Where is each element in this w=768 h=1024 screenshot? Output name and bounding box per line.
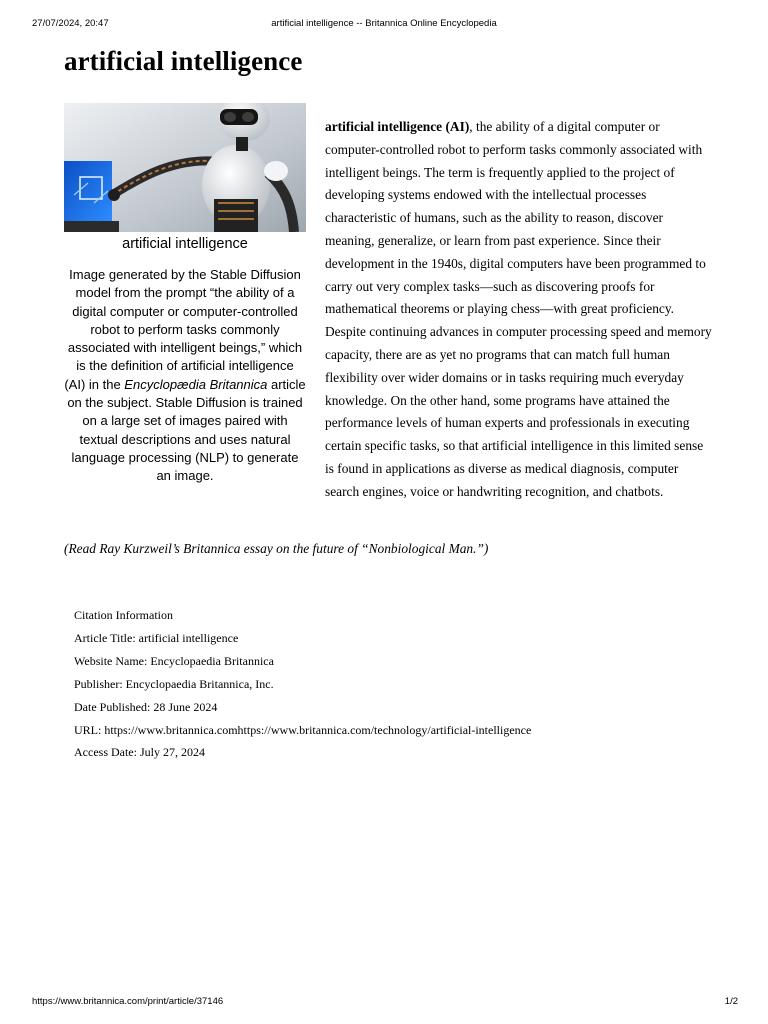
print-page-title: artificial intelligence -- Britannica Online Encyclopedia bbox=[271, 18, 497, 29]
caption-italic: Encyclopædia Britannica bbox=[124, 376, 268, 392]
caption-part-1: Image generated by the Stable Diffusion model from the prompt “the ability of a digital computer or computer-controlled robot to perform tasks commonly associated with intelligent beings,” which is the definition of artificial intelligence (AI) in the bbox=[64, 267, 303, 392]
figure-caption bbox=[64, 266, 306, 486]
citation-website-name: Website Name: Encyclopaedia Britannica bbox=[74, 653, 274, 668]
article-title: artificial intelligence bbox=[64, 46, 303, 76]
caption-part-2: article on the subject. Stable Diffusion is trained on a large set of images paired with textual descriptions and uses natural language processing (NLP) to generate an image. bbox=[67, 376, 306, 484]
citation-date-published: Date Published: 28 June 2024 bbox=[74, 699, 218, 714]
print-datetime: 27/07/2024, 20:47 bbox=[32, 18, 109, 29]
citation-block bbox=[74, 604, 531, 764]
citation-heading: Citation Information bbox=[74, 608, 173, 622]
article-body-text: , the ability of a digital computer or computer-controlled robot to perform tasks commonly associated with intelligent beings. The term is frequently applied to the project of developing systems endowed with the intellectual processes characteristic of humans, such as the ability to reason, discover meaning, generalize, or learn from past experience. Since their development in the 1940s, digital computers have been programmed to carry out very complex tasks—such as discovering proofs for mathematical theorems or playing chess—with great proficiency. Despite continuing advances in computer processing speed and memory capacity, there are as yet no programs that can match full human flexibility over wider domains or in tasks requiring much everyday knowledge. On the other hand, some programs have attained the performance levels of human experts and professionals in executing certain specific tasks, so that artificial intelligence in this limited sense is found in applications as diverse as medical diagnosis, computer search engines, voice or handwriting recognition, and chatbots. bbox=[325, 119, 712, 499]
robot-illustration bbox=[64, 103, 306, 232]
figure-caption-title: artificial intelligence bbox=[122, 236, 248, 252]
citation-url: URL: https://www.britannica.comhttps://www.britannica.com/technology/artificial-intelligence bbox=[74, 722, 532, 737]
robot-illustration-icon bbox=[64, 103, 306, 232]
citation-access-date: Access Date: July 27, 2024 bbox=[74, 745, 205, 760]
print-page-number: 1/2 bbox=[724, 996, 738, 1007]
print-url: https://www.britannica.com/print/article/37146 bbox=[32, 996, 224, 1007]
article-body bbox=[325, 116, 715, 504]
lead-term: artificial intelligence (AI) bbox=[325, 119, 470, 134]
read-essay-note: (Read Ray Kurzweil’s Britannica essay on the future of “Nonbiological Man.”) bbox=[64, 541, 489, 556]
citation-publisher: Publisher: Encyclopaedia Britannica, Inc. bbox=[74, 676, 274, 691]
citation-article-title: Article Title: artificial intelligence bbox=[74, 630, 239, 645]
